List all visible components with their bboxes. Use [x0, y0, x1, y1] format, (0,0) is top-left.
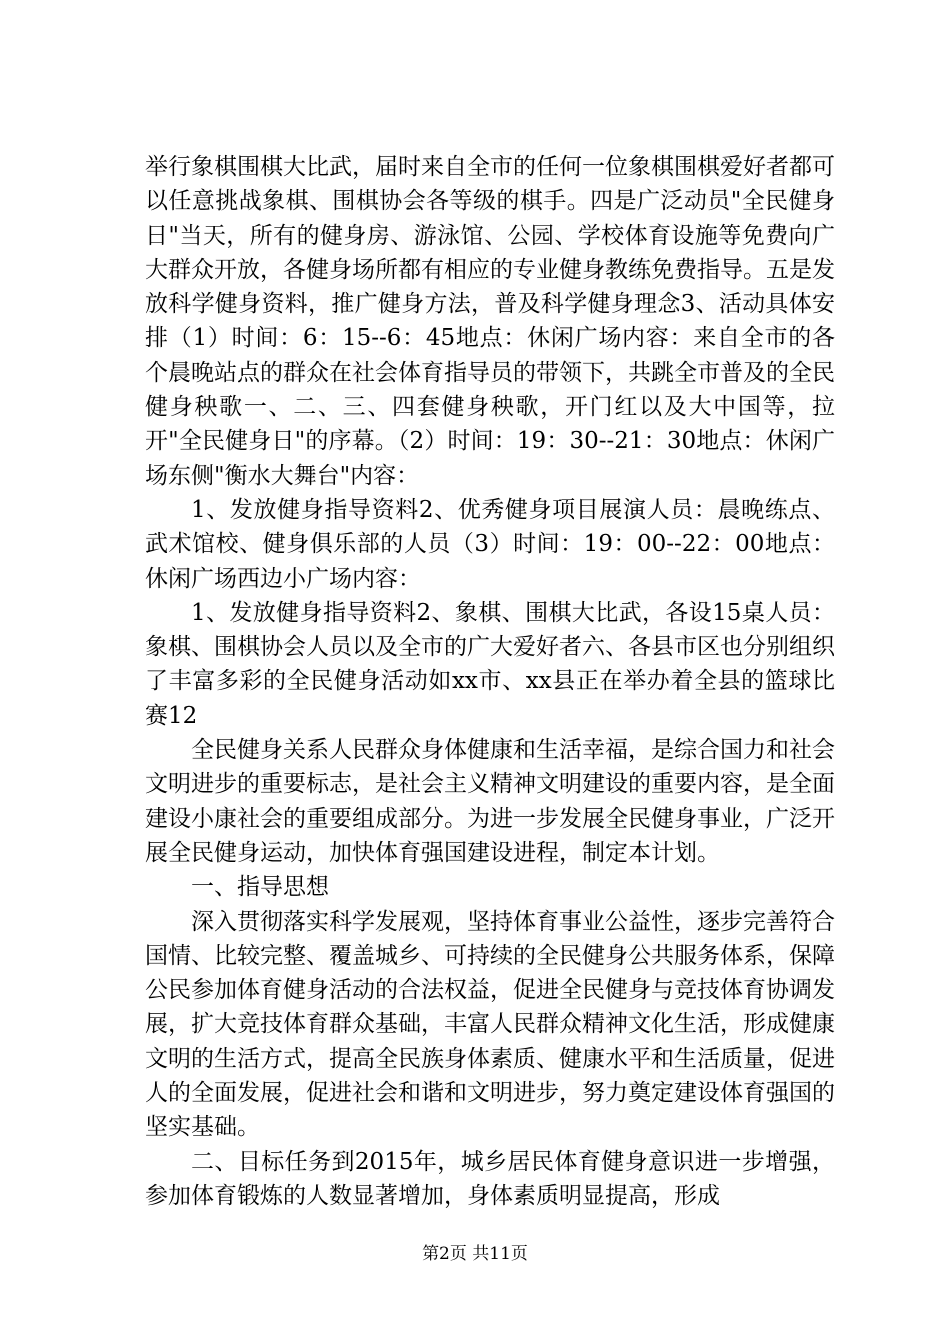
paragraph-goals-tasks: 二、目标任务到2015年，城乡居民体育健身意识进一步增强，参加体育锻炼的人数显著增加，身体素质明显提高，形成	[145, 1148, 835, 1209]
page-number-label: 第2页 共11页	[422, 1244, 528, 1264]
section-heading-guiding-ideology: 一、指导思想	[191, 874, 329, 901]
paragraph-square-content: 1、发放健身指导资料2、象棋、围棋大比武，各设15桌人员：象棋、围棋协会人员以及全市的广大爱好者六、各县市区也分别组织了丰富多彩的全民健身活动如xx市、xx县正在举办着全县的篮球比赛12	[145, 599, 835, 729]
paragraph-activity-schedule: 举行象棋围棋大比武，届时来自全市的任何一位象棋围棋爱好者都可以任意挑战象棋、围棋协会各等级的棋手。四是广泛动员"全民健身日"当天，所有的健身房、游泳馆、公园、学校体育设施等免费向广大群众开放，各健身场所都有相应的专业健身教练免费指导。五是发放科学健身资料，推广健身方法，普及科学健身理念3、活动具体安排（1）时间：6：15--6：45地点：休闲广场内容：来自全市的各个晨晚站点的群众在社会体育指导员的带领下，共跳全市普及的全民健身秧歌一、二、三、四套健身秧歌，开门红以及大中国等，拉开"全民健身日"的序幕。（2）时间：19：30--21：30地点：休闲广场东侧"衡水大舞台"内容：	[145, 154, 835, 489]
paragraph-guiding-ideology: 深入贯彻落实科学发展观，坚持体育事业公益性，逐步完善符合国情、比较完整、覆盖城乡、可持续的全民健身公共服务体系，保障公民参加体育健身活动的合法权益，促进全民健身与竞技体育协调发展，扩大竞技体育群众基础，丰富人民群众精神文化生活，形成健康文明的生活方式，提高全民族身体素质、健康水平和生活质量，促进人的全面发展，促进社会和谐和文明进步，努力奠定建设体育强国的坚实基础。	[145, 908, 835, 1141]
page-footer	[0, 1243, 950, 1265]
paragraph-plan-intro: 全民健身关系人民群众身体健康和生活幸福，是综合国力和社会文明进步的重要标志，是社会主义精神文明建设的重要内容，是全面建设小康社会的重要组成部分。为进一步发展全民健身事业，广泛开展全民健身运动，加快体育强国建设进程，制定本计划。	[145, 737, 835, 866]
paragraph-stage-content: 1、发放健身指导资料2、优秀健身项目展演人员：晨晚练点、武术馆校、健身俱乐部的人员（3）时间：19：00--22：00地点：休闲广场西边小广场内容：	[145, 496, 835, 592]
document-body	[145, 150, 835, 1213]
